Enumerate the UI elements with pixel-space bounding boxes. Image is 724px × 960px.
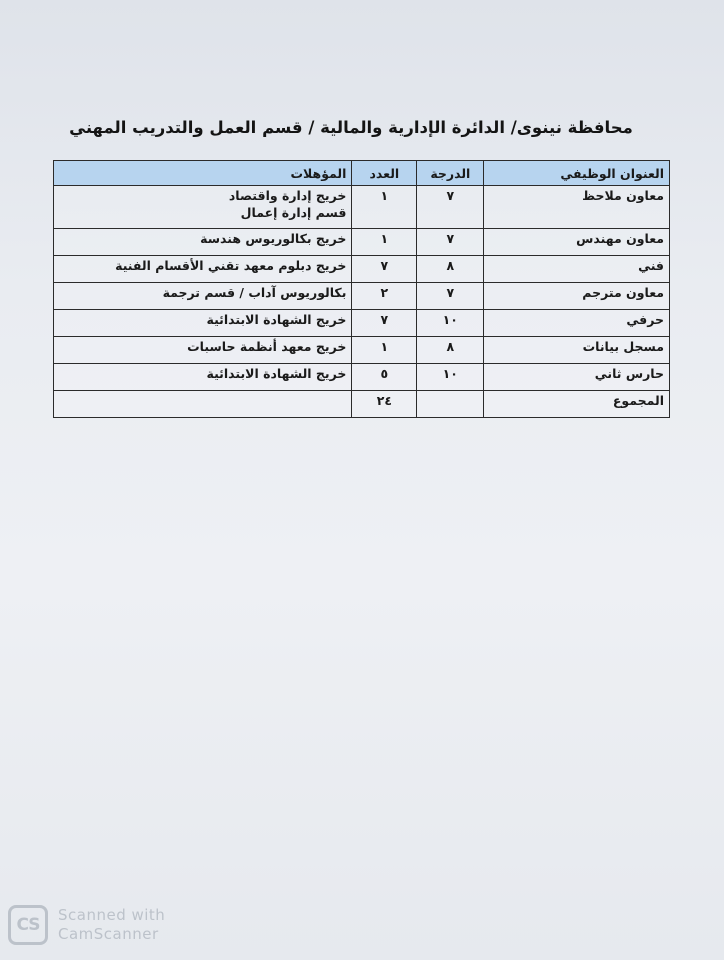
job-title-cell: معاون مهندس: [484, 229, 670, 256]
table-row: [54, 337, 670, 364]
count-cell: ١: [352, 186, 417, 229]
qualification-cell: خريج دبلوم معهد تقني الأقسام الفنية: [54, 256, 352, 283]
qualification-cell: بكالوريوس آداب / قسم ترجمة: [54, 283, 352, 310]
qualification-line: قسم إدارة إعمال: [240, 205, 347, 220]
job-title-cell: معاون ملاحظ: [484, 186, 670, 229]
table-header-row: [54, 161, 670, 186]
count-cell: ١: [352, 337, 417, 364]
camscanner-watermark: [8, 905, 165, 945]
grade-cell: ٧: [417, 229, 484, 256]
job-title-cell: معاون مترجم: [484, 283, 670, 310]
header-job-title: العنوان الوظيفي: [484, 161, 670, 186]
table-row: [54, 283, 670, 310]
total-grade-empty: [417, 391, 484, 418]
qualification-line: خريج إدارة واقتصاد: [228, 188, 347, 203]
qualification-cell: خريج بكالوريوس هندسة: [54, 229, 352, 256]
count-cell: ٢: [352, 283, 417, 310]
total-qualification-empty: [54, 391, 352, 418]
count-cell: ١: [352, 229, 417, 256]
camscanner-logo-icon: CS: [8, 905, 48, 945]
grade-cell: ٧: [417, 186, 484, 229]
count-cell: ٧: [352, 256, 417, 283]
total-row: [54, 391, 670, 418]
header-qualifications: المؤهلات: [54, 161, 352, 186]
grade-cell: ٧: [417, 283, 484, 310]
table-row: [54, 364, 670, 391]
grade-cell: ١٠: [417, 364, 484, 391]
positions-table: [53, 160, 670, 418]
document-title: محافظة نينوى/ الدائرة الإدارية والمالية / قسم العمل والتدريب المهني: [69, 118, 633, 137]
job-title-cell: حرفي: [484, 310, 670, 337]
total-label: المجموع: [484, 391, 670, 418]
qualification-cell: خريج الشهادة الابتدائية: [54, 364, 352, 391]
table-row: [54, 186, 670, 229]
count-cell: ٧: [352, 310, 417, 337]
table-row: [54, 256, 670, 283]
grade-cell: ١٠: [417, 310, 484, 337]
job-title-cell: فني: [484, 256, 670, 283]
watermark-line-1: Scanned with: [58, 906, 166, 924]
job-title-cell: حارس ثاني: [484, 364, 670, 391]
table-row: [54, 229, 670, 256]
grade-cell: ٨: [417, 337, 484, 364]
qualification-cell: خريج الشهادة الابتدائية: [54, 310, 352, 337]
job-title-cell: مسجل بيانات: [484, 337, 670, 364]
qualification-cell: خريج معهد أنظمة حاسبات: [54, 337, 352, 364]
count-cell: ٥: [352, 364, 417, 391]
watermark-line-2: CamScanner: [58, 925, 159, 943]
grade-cell: ٨: [417, 256, 484, 283]
watermark-text: [58, 906, 165, 944]
header-grade: الدرجة: [417, 161, 484, 186]
qualification-cell: [54, 186, 352, 229]
total-count: ٢٤: [352, 391, 417, 418]
header-count: العدد: [352, 161, 417, 186]
table-row: [54, 310, 670, 337]
